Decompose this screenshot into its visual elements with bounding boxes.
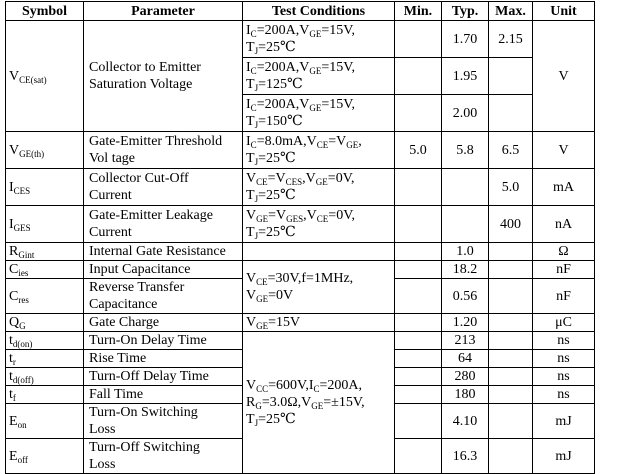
condition-cell: $I_C=200A,V_{GE}=15V$, $T_J=25℃$ [243, 21, 395, 58]
header-max: Max. [489, 2, 533, 21]
condition-cell: $V_{GE}=15V$ [243, 314, 395, 332]
max-cell [489, 58, 533, 95]
table-row [6, 314, 595, 332]
table-row [6, 132, 595, 169]
parameter-cell: Collector Cut-Off Current [84, 169, 243, 206]
max-cell [489, 261, 533, 279]
max-cell: 6.5 [489, 132, 533, 169]
typ-cell: 4.10 [442, 404, 489, 439]
unit-cell: nA [533, 206, 595, 243]
parameter-cell: Fall Time [84, 386, 243, 404]
condition-cell: $V_{CE}=30V,f=1MHz$, $V_{GE}=0V$ [243, 261, 395, 314]
max-cell [489, 95, 533, 132]
min-cell [395, 95, 442, 132]
max-cell [489, 332, 533, 350]
symbol-cell: $t_f$ [6, 386, 84, 404]
typ-cell [442, 169, 489, 206]
parameter-cell: Gate Charge [84, 314, 243, 332]
typ-cell: 2.00 [442, 95, 489, 132]
parameter-cell: Turn-Off Switching Loss [84, 439, 243, 474]
unit-cell: mJ [533, 439, 595, 474]
min-cell: 5.0 [395, 132, 442, 169]
symbol-cell: $t_r$ [6, 350, 84, 368]
header-parameter: Parameter [84, 2, 243, 21]
parameter-cell: Internal Gate Resistance [84, 243, 243, 261]
unit-cell: ns [533, 350, 595, 368]
typ-cell: 1.70 [442, 21, 489, 58]
condition-cell: $I_C=200A,V_{GE}=15V$, $T_J=125℃$ [243, 58, 395, 95]
unit-cell: Ω [533, 243, 595, 261]
symbol-cell: $I_{CES}$ [6, 169, 84, 206]
min-cell [395, 368, 442, 386]
min-cell [395, 206, 442, 243]
parameter-cell: Collector to Emitter Saturation Voltage [84, 21, 243, 132]
min-cell [395, 279, 442, 314]
min-cell [395, 404, 442, 439]
condition-cell: $I_C=200A,V_{GE}=15V$, $T_J=150℃$ [243, 95, 395, 132]
unit-cell: V [533, 21, 595, 132]
parameter-cell: Gate-Emitter Threshold Vol tage [84, 132, 243, 169]
typ-cell: 16.3 [442, 439, 489, 474]
header-typ: Typ. [442, 2, 489, 21]
unit-cell: ns [533, 368, 595, 386]
condition-cell [243, 243, 395, 261]
unit-cell: mJ [533, 404, 595, 439]
typ-cell: 1.20 [442, 314, 489, 332]
electrical-characteristics-table [5, 1, 595, 474]
unit-cell: ns [533, 386, 595, 404]
min-cell [395, 261, 442, 279]
min-cell [395, 350, 442, 368]
header-unit: Unit [533, 2, 595, 21]
max-cell: 2.15 [489, 21, 533, 58]
unit-cell: ns [533, 332, 595, 350]
max-cell [489, 404, 533, 439]
table-row [6, 261, 595, 279]
typ-cell [442, 206, 489, 243]
table-row [6, 243, 595, 261]
symbol-cell: $E_{off}$ [6, 439, 84, 474]
max-cell: 5.0 [489, 169, 533, 206]
typ-cell: 64 [442, 350, 489, 368]
parameter-cell: Rise Time [84, 350, 243, 368]
parameter-cell: Turn-On Switching Loss [84, 404, 243, 439]
header-symbol: Symbol [6, 2, 84, 21]
symbol-cell: $V_{CE(sat)}$ [6, 21, 84, 132]
symbol-cell: $Q_G$ [6, 314, 84, 332]
table-row [6, 169, 595, 206]
parameter-cell: Turn-On Delay Time [84, 332, 243, 350]
min-cell [395, 439, 442, 474]
max-cell [489, 279, 533, 314]
header-test-conditions: Test Conditions [243, 2, 395, 21]
max-cell [489, 314, 533, 332]
max-cell [489, 350, 533, 368]
condition-cell: $I_C=8.0mA,V_{CE}=V_{GE}$, $T_J=25℃$ [243, 132, 395, 169]
symbol-cell: $I_{GES}$ [6, 206, 84, 243]
condition-cell: $V_{CE}=V_{CES},V_{GE}=0V$, $T_J=25℃$ [243, 169, 395, 206]
table-row [6, 332, 595, 350]
unit-cell: mA [533, 169, 595, 206]
table-row [6, 21, 595, 58]
min-cell [395, 243, 442, 261]
parameter-cell: Gate-Emitter Leakage Current [84, 206, 243, 243]
symbol-cell: $V_{GE(th)}$ [6, 132, 84, 169]
parameter-cell: Input Capacitance [84, 261, 243, 279]
typ-cell: 1.95 [442, 58, 489, 95]
typ-cell: 18.2 [442, 261, 489, 279]
typ-cell: 1.0 [442, 243, 489, 261]
unit-cell: V [533, 132, 595, 169]
unit-cell: nF [533, 279, 595, 314]
unit-cell: nF [533, 261, 595, 279]
table-row [6, 206, 595, 243]
typ-cell: 0.56 [442, 279, 489, 314]
symbol-cell: $E_{on}$ [6, 404, 84, 439]
condition-cell: $V_{GE}=V_{GES},V_{CE}=0V$, $T_J=25℃$ [243, 206, 395, 243]
min-cell [395, 21, 442, 58]
symbol-cell: $t_{d(off)}$ [6, 368, 84, 386]
header-min: Min. [395, 2, 442, 21]
max-cell [489, 243, 533, 261]
symbol-cell: $t_{d(on)}$ [6, 332, 84, 350]
max-cell [489, 386, 533, 404]
max-cell [489, 439, 533, 474]
symbol-cell: $R_{Gint}$ [6, 243, 84, 261]
symbol-cell: $C_{res}$ [6, 279, 84, 314]
typ-cell: 180 [442, 386, 489, 404]
parameter-cell: Reverse Transfer Capacitance [84, 279, 243, 314]
symbol-cell: $C_{ies}$ [6, 261, 84, 279]
min-cell [395, 169, 442, 206]
max-cell: 400 [489, 206, 533, 243]
max-cell [489, 368, 533, 386]
parameter-cell: Turn-Off Delay Time [84, 368, 243, 386]
condition-cell: $V_{CC}=600V,I_C=200A$, $R_G=3.0\Omega,V_{GE}=\pm 15V$, $T_J=25℃$ [243, 332, 395, 474]
min-cell [395, 386, 442, 404]
typ-cell: 5.8 [442, 132, 489, 169]
min-cell [395, 332, 442, 350]
min-cell [395, 58, 442, 95]
min-cell [395, 314, 442, 332]
typ-cell: 280 [442, 368, 489, 386]
header-row [6, 2, 595, 21]
unit-cell: μC [533, 314, 595, 332]
typ-cell: 213 [442, 332, 489, 350]
